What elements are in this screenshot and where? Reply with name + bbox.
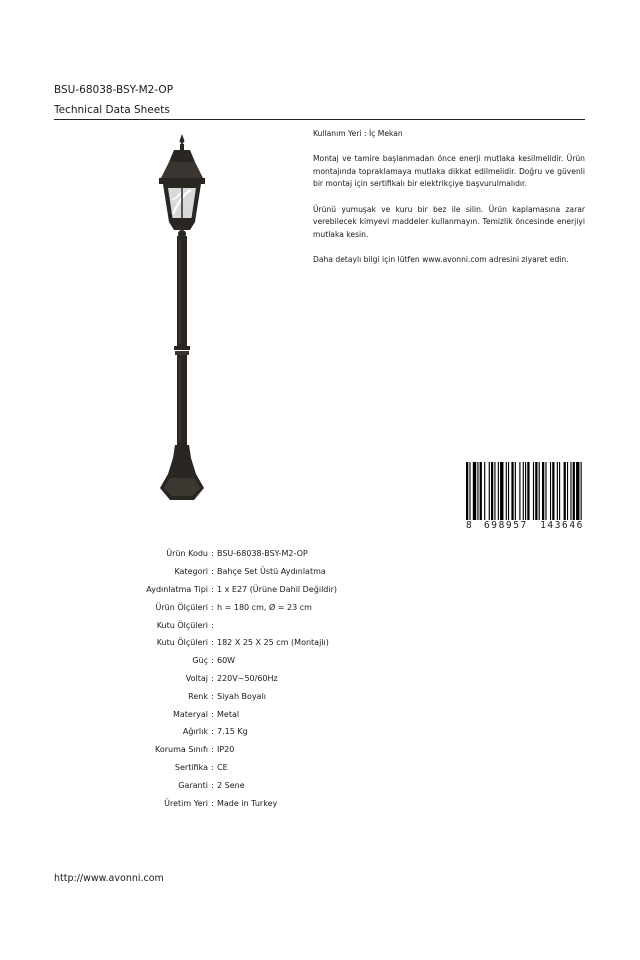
- spec-label: Kutu Ölçüleri: [156, 638, 208, 648]
- spec-value: h = 180 cm, Ø = 23 cm: [217, 602, 312, 612]
- spec-label: Kategori: [174, 567, 208, 577]
- spec-row-garanti: [90, 776, 510, 794]
- spec-separator: :: [211, 709, 214, 719]
- spec-separator: :: [211, 745, 214, 755]
- spec-separator: :: [211, 727, 214, 737]
- barcode-number: [466, 520, 584, 531]
- spec-value: BSU-68038-BSY-M2-OP: [217, 549, 308, 559]
- spec-label: Ürün Ölçüleri: [155, 602, 208, 612]
- spec-row-koruma-sinifi: [90, 741, 510, 759]
- spec-label: Üretim Yeri: [164, 798, 208, 808]
- spec-label: Güç: [192, 656, 208, 666]
- spec-label: Materyal: [172, 709, 208, 719]
- website-paragraph: Daha detaylı bilgi için lütfen www.avonni.com adresini ziyaret edin.: [313, 254, 569, 264]
- spec-separator: :: [211, 780, 214, 790]
- spec-label: Aydınlatma Tipi: [146, 584, 208, 594]
- spec-label: Garanti: [178, 780, 208, 790]
- spec-value: 7.15 Kg: [217, 727, 248, 737]
- spec-label: Ağırlık: [182, 727, 208, 737]
- spec-label: Renk: [188, 691, 208, 701]
- spec-separator: :: [211, 656, 214, 666]
- cleaning-paragraph: Ürünü yumuşak ve kuru bir bez ile silin. Ürün kaplamasına zarar verebilecek kimyevi maddeler kullanmayın. Temizlik öncesinde enerjiyi mutlaka kesin.: [313, 204, 585, 239]
- spec-value: Bahçe Set Üstü Aydınlatma: [217, 567, 326, 577]
- spec-row-agirlik: [90, 723, 510, 741]
- spec-value: 1 x E27 (Ürüne Dahil Değildir): [217, 584, 337, 594]
- spec-value: Made in Turkey: [217, 798, 278, 808]
- spec-table: [90, 545, 510, 812]
- spec-separator: :: [211, 620, 214, 630]
- usage-location: Kullanım Yeri : İç Mekan: [313, 129, 403, 138]
- spec-value: CE: [217, 762, 228, 772]
- spec-row-kategori: [90, 563, 510, 581]
- spec-row-kutu-olculeri-empty: [90, 616, 510, 634]
- spec-row-kutu-olculeri: [90, 634, 510, 652]
- spec-value: 182 X 25 X 25 cm (Montajlı): [217, 638, 329, 648]
- spec-value: 60W: [217, 656, 236, 666]
- barcode-digit-group-left: 698957: [483, 520, 528, 531]
- garden-lamp-post-icon: [150, 130, 214, 504]
- spec-label: Sertifika: [174, 762, 208, 772]
- spec-row-voltaj: [90, 670, 510, 688]
- spec-separator: :: [211, 638, 214, 648]
- safety-paragraph: Montaj ve tamire başlanmadan önce enerji mutlaka kesilmelidir. Ürün montajında topraklamaya mutlaka dikkat edilmelidir. Doğru ve güvenli bir montaj için sertifikalı bir elektrikçiye başvurulmalıdır.: [313, 154, 585, 189]
- spec-row-urun-olculeri: [90, 598, 510, 616]
- spec-separator: :: [211, 673, 214, 683]
- spec-separator: :: [211, 798, 214, 808]
- spec-value: 220V~50/60Hz: [217, 673, 278, 683]
- spec-row-aydinlatma-tipi: [90, 581, 510, 599]
- barcode-icon: [466, 462, 584, 520]
- spec-separator: :: [211, 691, 214, 701]
- spec-value: Metal: [217, 709, 240, 719]
- header-divider: [54, 119, 585, 120]
- barcode-digit-prefix: 8: [466, 520, 472, 531]
- spec-row-materyal: [90, 705, 510, 723]
- barcode-digit-group-right: 143646: [540, 520, 584, 531]
- spec-label: Kutu Ölçüleri: [156, 620, 208, 630]
- spec-separator: :: [211, 584, 214, 594]
- spec-value: Siyah Boyalı: [217, 691, 267, 701]
- spec-row-renk: [90, 687, 510, 705]
- spec-separator: :: [211, 602, 214, 612]
- footer-website-link[interactable]: http://www.avonni.com: [54, 873, 164, 884]
- spec-row-uretim-yeri: [90, 794, 510, 812]
- spec-label: Voltaj: [185, 673, 208, 683]
- spec-label: Koruma Sınıfı: [155, 745, 208, 755]
- spec-value: 2 Sene: [217, 780, 245, 790]
- header-product-code: BSU-68038-BSY-M2-OP: [54, 84, 174, 96]
- barcode: [466, 462, 584, 532]
- info-panel: [313, 128, 585, 279]
- spec-separator: :: [211, 567, 214, 577]
- spec-row-sertifika: [90, 759, 510, 777]
- spec-label: Ürün Kodu: [166, 549, 208, 559]
- spec-row-guc: [90, 652, 510, 670]
- spec-value: IP20: [217, 745, 235, 755]
- header-subtitle: Technical Data Sheets: [54, 104, 170, 116]
- spec-separator: :: [211, 762, 214, 772]
- spec-row-urun-kodu: [90, 545, 510, 563]
- spec-separator: :: [211, 549, 214, 559]
